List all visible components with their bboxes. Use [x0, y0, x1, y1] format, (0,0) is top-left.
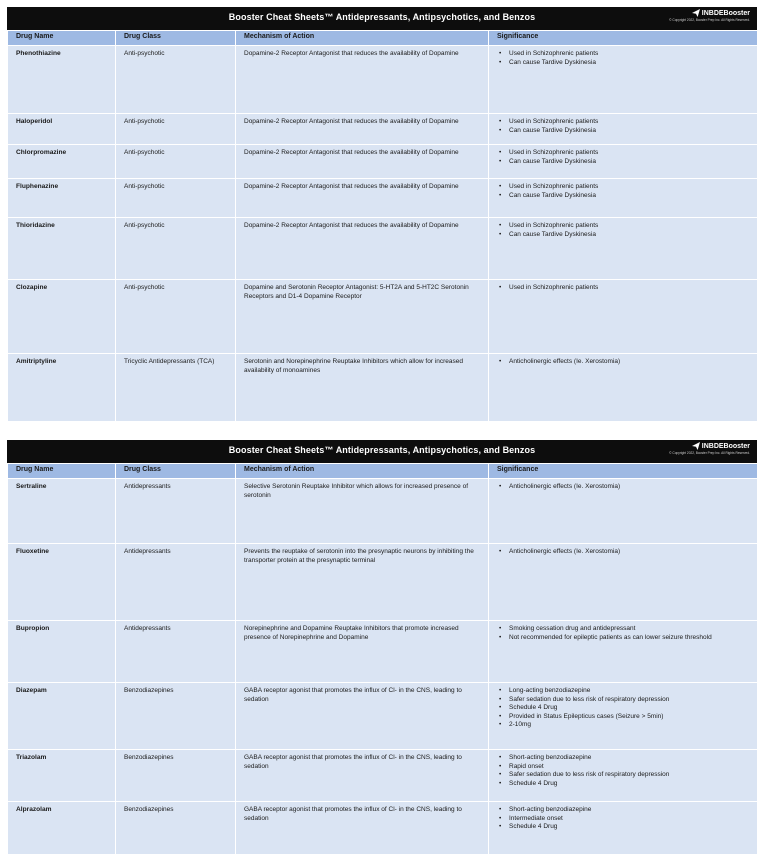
significance-item: • Used in Schizophrenic patients: [499, 149, 749, 158]
drug-class-cell: Antidepressants: [116, 621, 236, 683]
significance-item: • Short-acting benzodiazepine: [499, 806, 749, 815]
significance-item: • Schedule 4 Drug: [499, 704, 749, 713]
drug-name-cell: Fluphenazine: [8, 179, 116, 218]
significance-item: • Used in Schizophrenic patients: [499, 118, 749, 127]
copyright-text: © Copyright 2022, Booster Prep Inc. All Rights Reserved.: [669, 18, 750, 22]
drug-name-cell: Chlorpromazine: [8, 145, 116, 179]
brand-logo: [669, 442, 750, 450]
table-row: [8, 354, 758, 422]
drug-class-cell: Benzodiazepines: [116, 750, 236, 802]
drug-name-cell: Clozapine: [8, 280, 116, 354]
significance-item: • Rapid onset: [499, 763, 749, 772]
paper-plane-icon: [692, 442, 700, 450]
copyright-text: © Copyright 2022, Booster Prep Inc. All Rights Reserved.: [669, 451, 750, 455]
column-header-drug-class: Drug Class: [116, 464, 236, 479]
significance-cell: [489, 621, 758, 683]
table-row: [8, 280, 758, 354]
significance-cell: [489, 179, 758, 218]
table-row: [8, 683, 758, 750]
column-header-significance: Significance: [489, 464, 758, 479]
significance-item: • Intermediate onset: [499, 815, 749, 824]
drug-name-cell: Bupropion: [8, 621, 116, 683]
brand-name: INBDEBooster: [701, 9, 750, 17]
significance-item: • Not recommended for epileptic patients as can lower seizure threshold: [499, 634, 749, 643]
brand-block: [669, 9, 750, 22]
significance-item: • Can cause Tardive Dyskinesia: [499, 158, 749, 167]
drug-name-cell: Triazolam: [8, 750, 116, 802]
table-row: [8, 46, 758, 114]
mechanism-cell: GABA receptor agonist that promotes the influx of Cl- in the CNS, leading to sedation: [236, 683, 489, 750]
table-row: [8, 179, 758, 218]
drug-name-cell: Thioridazine: [8, 218, 116, 280]
significance-cell: [489, 280, 758, 354]
significance-item: • Schedule 4 Drug: [499, 780, 749, 789]
cheat-sheet-2: [7, 440, 757, 855]
table-row: [8, 479, 758, 544]
significance-item: • Can cause Tardive Dyskinesia: [499, 59, 749, 68]
mechanism-cell: Dopamine-2 Receptor Antagonist that reduces the availability of Dopamine: [236, 179, 489, 218]
table-row: [8, 750, 758, 802]
column-header-mechanism: Mechanism of Action: [236, 464, 489, 479]
significance-item: • Safer sedation due to less risk of respiratory depression: [499, 771, 749, 780]
significance-item: • Safer sedation due to less risk of respiratory depression: [499, 696, 749, 705]
drug-table: [7, 30, 758, 422]
significance-cell: [489, 145, 758, 179]
mechanism-cell: GABA receptor agonist that promotes the influx of Cl- in the CNS, leading to sedation: [236, 750, 489, 802]
table-row: [8, 218, 758, 280]
table-row: [8, 145, 758, 179]
drug-name-cell: Phenothiazine: [8, 46, 116, 114]
drug-class-cell: Anti-psychotic: [116, 145, 236, 179]
mechanism-cell: Dopamine-2 Receptor Antagonist that reduces the availability of Dopamine: [236, 114, 489, 145]
table-row: [8, 544, 758, 621]
table-row: [8, 621, 758, 683]
column-header-significance: Significance: [489, 31, 758, 46]
drug-name-cell: Fluoxetine: [8, 544, 116, 621]
drug-name-cell: Sertraline: [8, 479, 116, 544]
drug-class-cell: Benzodiazepines: [116, 683, 236, 750]
significance-cell: [489, 750, 758, 802]
drug-class-cell: Benzodiazepines: [116, 802, 236, 855]
significance-item: • 2-10mg: [499, 721, 749, 730]
brand-logo: [669, 9, 750, 17]
significance-item: • Smoking cessation drug and antidepressant: [499, 625, 749, 634]
significance-item: • Can cause Tardive Dyskinesia: [499, 192, 749, 201]
significance-item: • Long-acting benzodiazepine: [499, 687, 749, 696]
column-header-drug-name: Drug Name: [8, 464, 116, 479]
drug-class-cell: Anti-psychotic: [116, 218, 236, 280]
mechanism-cell: Prevents the reuptake of serotonin into the presynaptic neurons by inhibiting the transporter protein at the presynaptic terminal: [236, 544, 489, 621]
table-row: [8, 802, 758, 855]
mechanism-cell: Dopamine-2 Receptor Antagonist that reduces the availability of Dopamine: [236, 218, 489, 280]
significance-item: • Used in Schizophrenic patients: [499, 50, 749, 59]
drug-name-cell: Amitriptyline: [8, 354, 116, 422]
significance-item: • Schedule 4 Drug: [499, 823, 749, 832]
column-header-drug-name: Drug Name: [8, 31, 116, 46]
drug-class-cell: Anti-psychotic: [116, 114, 236, 145]
significance-item: • Used in Schizophrenic patients: [499, 222, 749, 231]
significance-cell: [489, 46, 758, 114]
significance-item: • Used in Schizophrenic patients: [499, 183, 749, 192]
drug-class-cell: Anti-psychotic: [116, 179, 236, 218]
drug-name-cell: Haloperidol: [8, 114, 116, 145]
drug-class-cell: Anti-psychotic: [116, 46, 236, 114]
brand-name: INBDEBooster: [701, 442, 750, 450]
significance-item: • Provided in Status Epilepticus cases (Seizure > 5min): [499, 713, 749, 722]
table-row: [8, 114, 758, 145]
significance-cell: [489, 479, 758, 544]
paper-plane-icon: [692, 9, 700, 17]
drug-class-cell: Tricyclic Antidepressants (TCA): [116, 354, 236, 422]
drug-class-cell: Antidepressants: [116, 479, 236, 544]
significance-item: • Anticholinergic effects (Ie. Xerostomia): [499, 483, 749, 492]
sheet-title: Booster Cheat Sheets™ Antidepressants, Antipsychotics, and Benzos: [228, 12, 536, 22]
brand-block: [669, 442, 750, 455]
significance-item: • Short-acting benzodiazepine: [499, 754, 749, 763]
cheat-sheet-1: [7, 7, 757, 422]
mechanism-cell: Dopamine-2 Receptor Antagonist that reduces the availability of Dopamine: [236, 46, 489, 114]
significance-cell: [489, 683, 758, 750]
drug-table: [7, 463, 758, 855]
column-header-row: [8, 464, 758, 479]
column-header-row: [8, 31, 758, 46]
sheet-title: Booster Cheat Sheets™ Antidepressants, Antipsychotics, and Benzos: [228, 445, 536, 455]
significance-item: • Can cause Tardive Dyskinesia: [499, 127, 749, 136]
mechanism-cell: Serotonin and Norepinephrine Reuptake Inhibitors which allow for increased availability of monoamines: [236, 354, 489, 422]
significance-item: • Anticholinergic effects (Ie. Xerostomia): [499, 548, 749, 557]
significance-cell: [489, 802, 758, 855]
significance-item: • Used in Schizophrenic patients: [499, 284, 749, 293]
mechanism-cell: GABA receptor agonist that promotes the influx of Cl- in the CNS, leading to sedation: [236, 802, 489, 855]
significance-item: • Can cause Tardive Dyskinesia: [499, 231, 749, 240]
mechanism-cell: Selective Serotonin Reuptake Inhibitor which allows for increased presence of serotonin: [236, 479, 489, 544]
drug-name-cell: Diazepam: [8, 683, 116, 750]
mechanism-cell: Norepinephrine and Dopamine Reuptake Inhibitors that promote increased presence of Norepinephrine and Dopamine: [236, 621, 489, 683]
column-header-mechanism: Mechanism of Action: [236, 31, 489, 46]
significance-cell: [489, 544, 758, 621]
sheet-title-bar: [7, 7, 757, 30]
column-header-drug-class: Drug Class: [116, 31, 236, 46]
significance-cell: [489, 218, 758, 280]
significance-cell: [489, 114, 758, 145]
mechanism-cell: Dopamine-2 Receptor Antagonist that reduces the availability of Dopamine: [236, 145, 489, 179]
significance-cell: [489, 354, 758, 422]
sheet-title-bar: [7, 440, 757, 463]
drug-class-cell: Antidepressants: [116, 544, 236, 621]
drug-name-cell: Alprazolam: [8, 802, 116, 855]
mechanism-cell: Dopamine and Serotonin Receptor Antagonist: 5-HT2A and 5-HT2C Serotonin Receptors and D1-4 Dopamine Receptor: [236, 280, 489, 354]
significance-item: • Anticholinergic effects (Ie. Xerostomia): [499, 358, 749, 367]
drug-class-cell: Anti-psychotic: [116, 280, 236, 354]
